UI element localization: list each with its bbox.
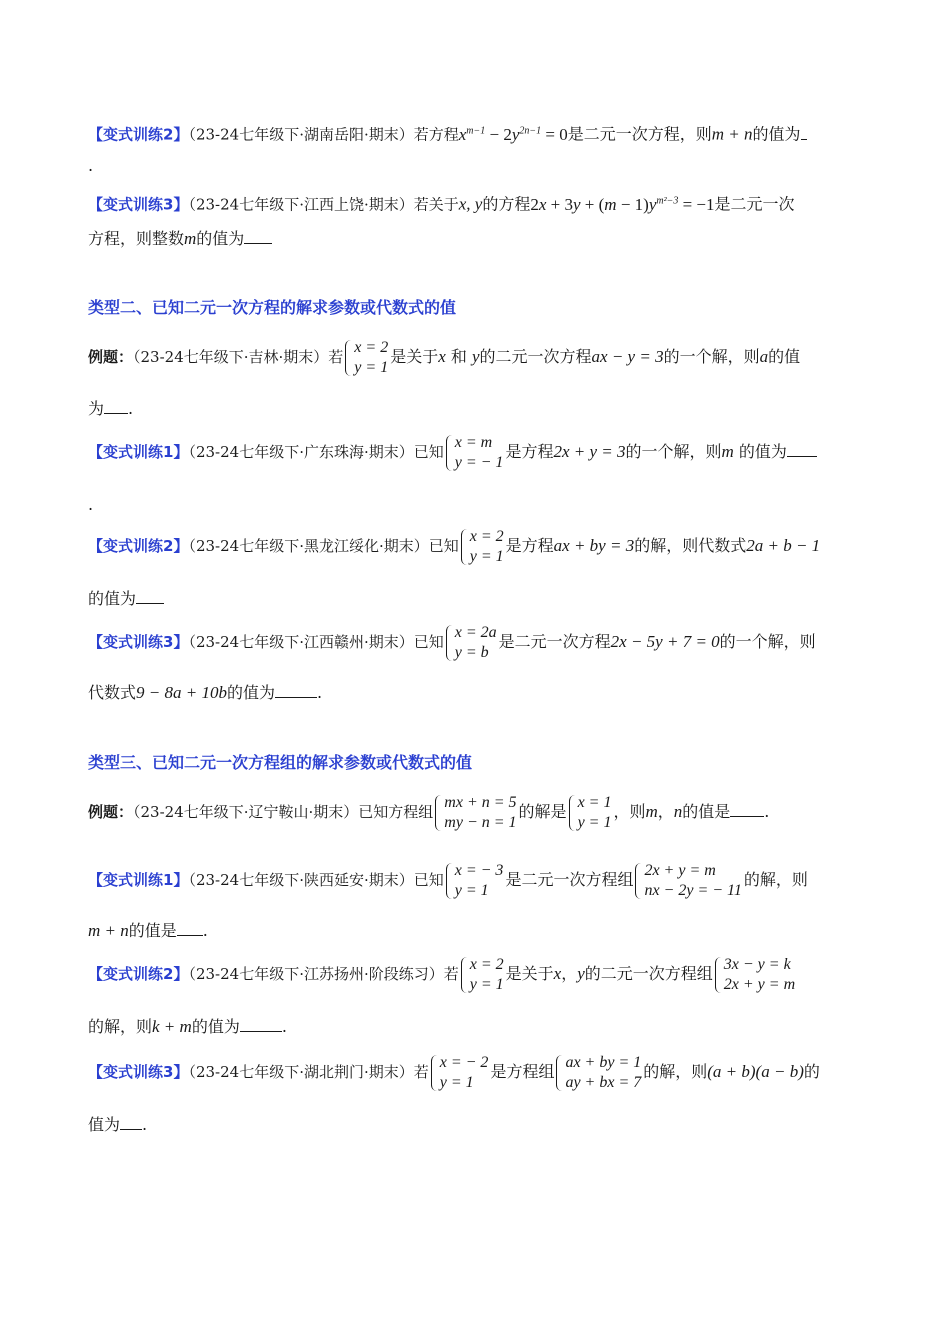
exercise-3-3-line: 【变式训练3】（23-24七年级下·湖北荆门·期末）若 x = − 2 y = 1 是方程组 ax + by = 1 ay + bx = 7 的解，则(a + b)(a − b)的 <box>88 1053 820 1091</box>
expression: m + n <box>711 124 753 144</box>
exercise-3-2-line: 【变式训练2】（23-24七年级下·江苏扬州·阶段练习）若 x = 2 y = 1 是关于x，y的二元一次方程组 3x − y = k 2x + y = m <box>88 955 796 993</box>
answer-blank <box>244 228 272 244</box>
solution-system: x = 2 y = 1 <box>461 955 504 995</box>
exercise-3-2-line-2: 的解，则k + m的值为 . <box>88 1017 287 1036</box>
equation-system: ax + by = 1 ay + bx = 7 <box>556 1053 641 1093</box>
answer-blank <box>730 801 764 817</box>
period-line: . <box>88 495 94 514</box>
source-text: （23-24七年级下·吉林·期末）若 <box>133 348 344 366</box>
equation: $x^{m-1} - 2y^{2n-1} = 0$ <box>458 124 568 144</box>
brace <box>345 340 352 376</box>
exercise-3-line-2 <box>88 228 272 250</box>
answer-blank <box>801 124 807 140</box>
exercise-tag: 【变式训练2】 <box>88 125 189 144</box>
text: 的方程 <box>482 194 531 214</box>
exercise-tag: 【变式训练3】 <box>88 195 189 214</box>
answer-blank <box>275 682 317 698</box>
exercise-2-2-line: 【变式训练2】（23-24七年级下·黑龙江绥化·期末）已知 x = 2 y = 1 是方程ax + by = 3的解，则代数式2a + b − 1 <box>88 527 821 565</box>
equation-system: 2x + y = m nx − 2y = − 11 <box>635 861 741 901</box>
variables: x, y <box>458 194 483 214</box>
solution-system: x = − 2 y = 1 <box>431 1053 489 1093</box>
solution-system: x = m y = − 1 <box>446 433 504 473</box>
exercise-3-1-line-2: m + n的值是 . <box>88 921 208 940</box>
equation: ax − y = 3 <box>591 347 664 366</box>
exercise-2-2-line-2: 的值为 <box>88 588 164 610</box>
answer-blank <box>787 441 817 457</box>
text: 方程，则整数 <box>88 229 185 248</box>
source-text: （23-24七年级下·湖南岳阳·期末）若方程 <box>188 125 459 144</box>
text: 的值为 <box>752 124 801 144</box>
solution-system: x = − 3 y = 1 <box>446 861 504 901</box>
section-heading-3: 类型三、已知二元一次方程组的解求参数或代数式的值 <box>88 753 473 772</box>
exercise-2-line <box>88 120 807 146</box>
exercise-2-1-line: 【变式训练1】（23-24七年级下·广东珠海·期末）已知 x = m y = − 1 是方程2x + y = 3的一个解，则m 的值为 <box>88 430 817 474</box>
exercise-3-3-line-2: 值为 . <box>88 1115 148 1134</box>
exercise-3-1-line: 【变式训练1】（23-24七年级下·陕西延安·期末）已知 x = − 3 y = 1 是二元一次方程组 2x + y = m nx − 2y = − 11 的解，则 <box>88 861 808 899</box>
text: 是关于 <box>390 347 439 366</box>
text: 是二元一次方程，则 <box>567 124 712 144</box>
example-label: 例题： <box>88 348 134 366</box>
answer-blank <box>240 1016 282 1032</box>
text: 的值为 <box>196 229 245 248</box>
example-2-line-2: 为 . <box>88 399 134 418</box>
equation-system: 3x − y = k 2x + y = m <box>715 955 795 995</box>
answer-blank <box>120 1114 142 1130</box>
exercise-2-3-line-2: 代数式9 − 8a + 10b的值为 . <box>88 683 323 702</box>
text: 是二元一次 <box>714 194 795 214</box>
section-heading-2: 类型二、已知二元一次方程的解求参数或代数式的值 <box>88 298 457 317</box>
example-2-line: 例题：（23-24七年级下·吉林·期末）若 x = 2 y = 1 是关于x 和 y的二元一次方程ax − y = 3的一个解，则a的值 <box>88 338 801 376</box>
solution-system: x = 2 y = 1 <box>461 527 504 567</box>
answer-blank <box>177 920 203 936</box>
solution-system: x = 1 y = 1 <box>569 793 612 833</box>
equation: $2x + 3y + (m - 1)y^{m^2-3} = -1$ <box>530 194 715 214</box>
answer-blank <box>104 398 128 414</box>
equation-system: mx + n = 5 my − n = 1 <box>435 793 516 833</box>
exercise-3-line <box>88 190 795 216</box>
exercise-2-3-line: 【变式训练3】（23-24七年级下·江西赣州·期末）已知 x = 2a y = b 是二元一次方程2x − 5y + 7 = 0的一个解，则 <box>88 623 816 661</box>
variable: m <box>184 229 197 248</box>
period-line: . <box>88 156 94 175</box>
answer-blank <box>136 588 164 604</box>
example-3-line: 例题：（23-24七年级下·辽宁鞍山·期末）已知方程组 mx + n = 5 my − n = 1 的解是 x = 1 y = 1 ，则m，n的值是 . <box>88 793 770 831</box>
solution-system: x = 2 y = 1 <box>345 338 388 378</box>
solution-system: x = 2a y = b <box>446 623 497 663</box>
source-text: （23-24七年级下·江西上饶·期末）若关于 <box>188 195 459 214</box>
